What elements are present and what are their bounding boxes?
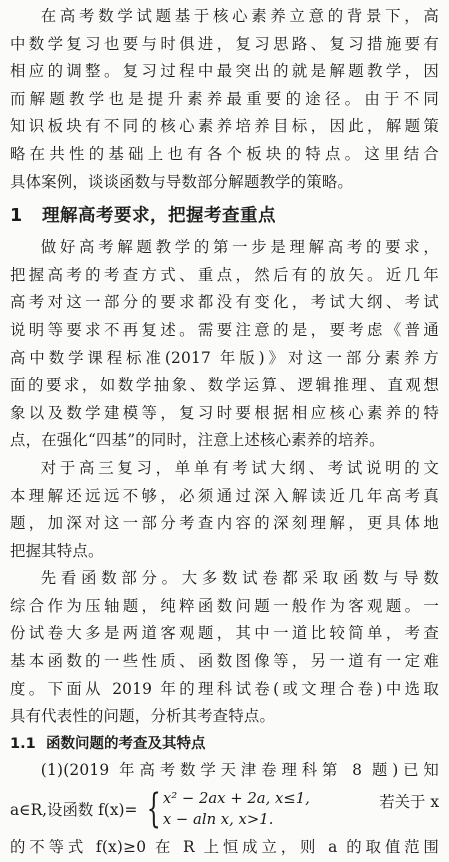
function-definition: a∈R,设函数 f(x)= — [10, 801, 138, 820]
text-line: 先看函数部分。大多数试卷都采取函数与导数 — [40, 569, 439, 588]
subsection-number: 1.1 — [10, 735, 36, 752]
subsection-title: 函数问题的考查及其特点 — [46, 735, 206, 752]
text-line: 本理解还远远不够，必须通过深入解读近几年高考真 — [10, 486, 439, 505]
subsection-heading — [10, 731, 439, 757]
text-line: 而解题教学也是提升素养最重要的途径。由于不同 — [10, 89, 439, 108]
text-line: 在高考数学试题基于核心素养立意的背景下，高 — [40, 7, 439, 25]
paragraph — [10, 234, 439, 455]
text-line: 高考对这一部分的要求都没有变化，考试大纲、考试 — [10, 293, 439, 312]
text-line: 对于高三复习，单单有考试大纲、考试说明的文 — [40, 458, 439, 477]
text-line: 知识板块有不同的核心素养培养目标，因此，解题策 — [10, 117, 439, 136]
intro-paragraph — [10, 0, 439, 196]
text-line: 度。下面从 2019 年的理科试卷(或文理合卷)中选取 — [10, 679, 439, 698]
text-line: 说明等要求不再复述。需要注意的是，要考虑《普通 — [10, 320, 439, 339]
text-line: 点，在强化“四基”的同时，注意上述核心素养的培养。 — [10, 431, 385, 450]
text-line: 相应的调整。复习过程中最突出的就是解题教学，因 — [10, 62, 439, 81]
problem-line: (1)(2019 年高考数学天津卷理科第 8 题)已知 — [40, 760, 439, 779]
piecewise-expression — [141, 786, 310, 833]
text-line: 具体案例，谈谈函数与导数部分解题教学的策略。 — [10, 172, 353, 191]
condition-text: 若关于 x — [379, 793, 439, 812]
problem-line: 的不等式 f(x)≥0 在 R 上恒成立，则 a 的取值范围 — [10, 838, 439, 857]
text-line: 把握其特点。 — [10, 541, 104, 560]
text-line: 高中数学课程标准(2017 年版)》对这一部分素养方 — [10, 348, 439, 367]
text-line: 题，加深对这一部分考查内容的深刻理解，更具体地 — [10, 514, 439, 533]
section-heading — [10, 202, 439, 230]
text-line: 综合作为压轴题，纯粹函数问题一般作为客观题。一 — [10, 596, 439, 615]
text-line: 面的要求，如数学抽象、数学运算、逻辑推理、直观想 — [10, 376, 439, 395]
paragraph — [10, 455, 439, 565]
section-title: 理解高考要求，把握考查重点 — [42, 206, 276, 227]
case-1: x² − 2ax + 2a, x≤1, — [162, 790, 310, 808]
text-line: 略在共性的基础上也有各个板块的特点。这里结合 — [10, 144, 439, 163]
problem — [10, 757, 439, 862]
paragraph — [10, 565, 439, 731]
section-number: 1 — [10, 206, 23, 227]
text-line: 象以及数学建模等，复习时要根据相应核心素养的特 — [10, 403, 439, 422]
text-line: 具有代表性的问题，分析其考查特点。 — [10, 707, 276, 726]
cases — [163, 788, 310, 830]
text-line: 做好高考解题教学的第一步是理解高考的要求， — [40, 238, 439, 257]
left-brace: { — [147, 786, 162, 833]
text-line: 中数学复习也要与时俱进，复习思路、复习措施要有 — [10, 34, 439, 53]
text-line: 基本函数的一些性质、函数图像等，另一道有一定难 — [10, 652, 439, 671]
case-2: x − aln x, x>1. — [162, 811, 274, 829]
text-line: 把握高考的考查方式、重点，然后有的放矢。近几年 — [10, 265, 439, 284]
piecewise-function-line — [10, 784, 439, 834]
text-line: 份试卷大多是两道客观题，其中一道比较简单，考查 — [10, 624, 439, 643]
